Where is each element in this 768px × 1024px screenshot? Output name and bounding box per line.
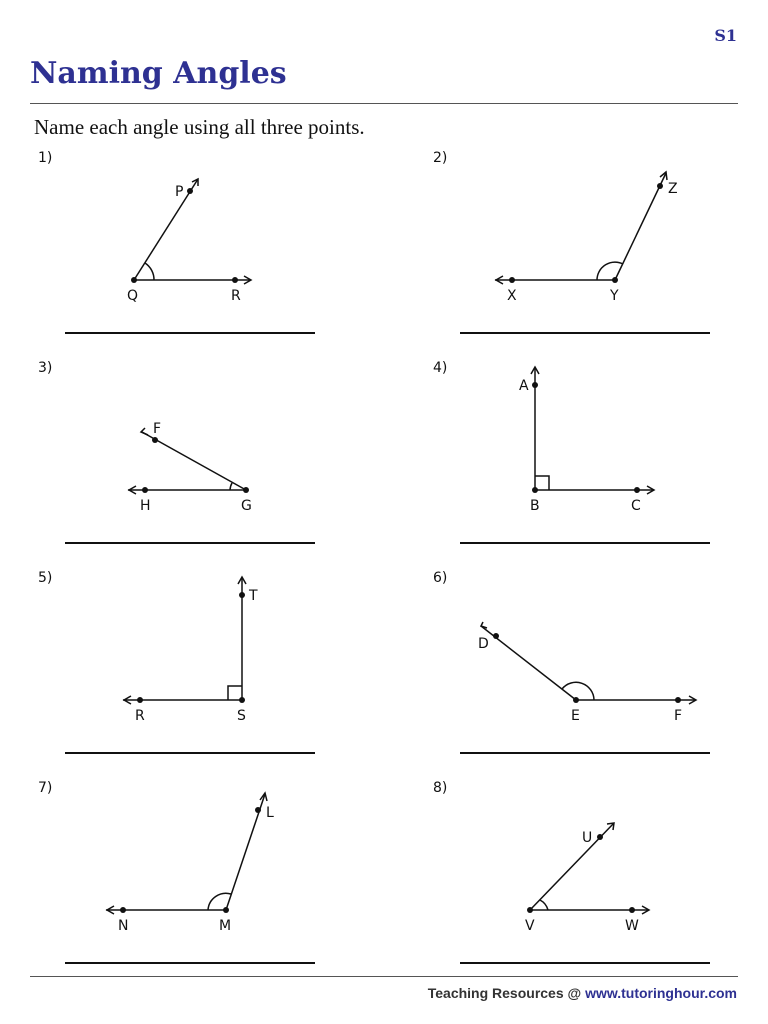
point-label: F (153, 421, 162, 437)
footer-divider (30, 976, 738, 977)
problem-number: 5) (38, 570, 53, 586)
problem-5 (30, 570, 330, 780)
point-label: M (219, 918, 232, 934)
footer (428, 985, 737, 1001)
angle-diagram (30, 360, 330, 570)
point-label: V (525, 918, 535, 934)
problem-1 (30, 150, 330, 360)
point-label: Z (668, 181, 678, 197)
point-label: T (249, 588, 258, 604)
problem-number: 8) (433, 780, 448, 796)
point-label: Y (610, 288, 619, 304)
point-label: C (631, 498, 641, 514)
page-title: Naming Angles (30, 56, 287, 91)
problem-7 (30, 780, 330, 990)
point-label: P (175, 184, 184, 200)
angle-diagram (425, 780, 725, 990)
instruction-text: Name each angle using all three points. (34, 115, 365, 139)
problem-8 (425, 780, 725, 990)
angle-diagram (425, 150, 725, 360)
problem-number: 1) (38, 150, 53, 166)
title-divider (30, 103, 738, 104)
answer-line (65, 542, 315, 544)
point-label: X (507, 288, 517, 304)
answer-line (65, 752, 315, 754)
point-label: L (266, 805, 274, 821)
answer-line (460, 962, 710, 964)
answer-line (460, 332, 710, 334)
point-label: B (530, 498, 540, 514)
point-label: F (674, 708, 683, 724)
angle-diagram (425, 570, 725, 780)
problem-number: 4) (433, 360, 448, 376)
angle-diagram (30, 570, 330, 780)
problem-number: 6) (433, 570, 448, 586)
angle-diagram (30, 150, 330, 360)
point-label: W (625, 918, 639, 934)
point-label: U (582, 830, 593, 846)
sheet-code: S1 (714, 26, 737, 45)
problem-2 (425, 150, 725, 360)
point-label: S (237, 708, 246, 724)
point-label: N (118, 918, 129, 934)
angle-diagram (30, 780, 330, 990)
problem-number: 2) (433, 150, 448, 166)
angle-diagram (425, 360, 725, 570)
problem-3 (30, 360, 330, 570)
answer-line (65, 962, 315, 964)
point-label: D (478, 636, 489, 652)
point-label: G (241, 498, 252, 514)
point-label: R (231, 288, 241, 304)
problem-4 (425, 360, 725, 570)
point-label: R (135, 708, 145, 724)
answer-line (460, 752, 710, 754)
answer-line (460, 542, 710, 544)
point-label: E (571, 708, 580, 724)
answer-line (65, 332, 315, 334)
problem-number: 3) (38, 360, 53, 376)
footer-url-link[interactable]: www.tutoringhour.com (585, 985, 737, 1001)
point-label: H (140, 498, 151, 514)
point-label: A (519, 378, 529, 394)
point-label: Q (127, 288, 139, 304)
problem-6 (425, 570, 725, 780)
problem-number: 7) (38, 780, 53, 796)
footer-prefix: Teaching Resources @ (427, 985, 586, 1001)
